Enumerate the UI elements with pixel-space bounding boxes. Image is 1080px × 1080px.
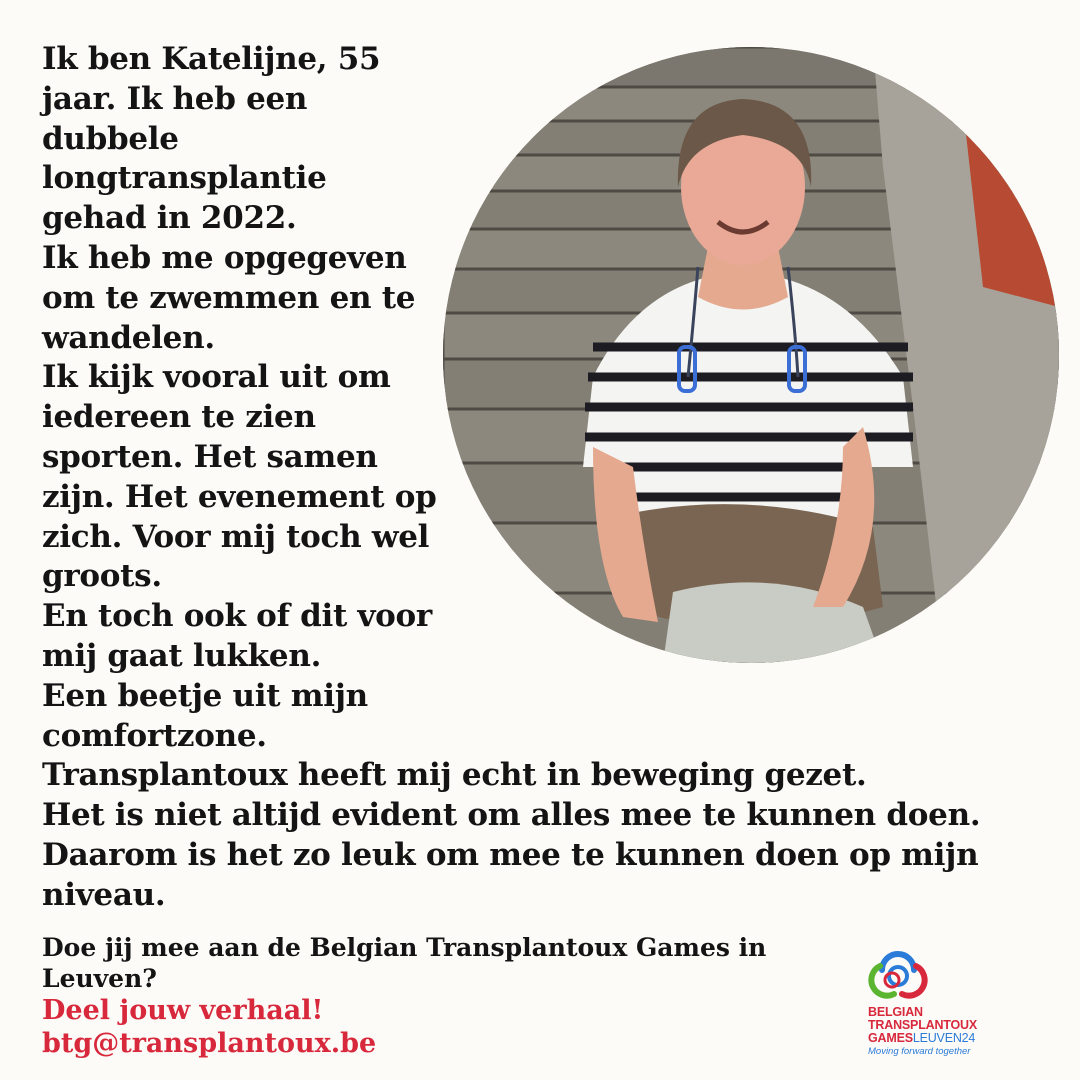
story-line: sporten. Het samen [42,438,378,475]
story-line: Een beetje uit mijn [42,677,368,714]
cta-email-link[interactable]: btg@transplantoux.be [42,1028,377,1059]
story-wide-block [42,756,1042,915]
call-to-action [42,932,842,1060]
story-line: iedereen te zien [42,399,316,436]
logo-city-word: LEUVEN24 [912,1031,976,1045]
logo-rings-icon [868,944,928,1004]
story-line: Ik kijk vooral uit om [42,359,391,396]
story-line: Het is niet altijd evident om alles mee te kunnen doen. [42,797,981,834]
cta-question-line: Doe jij mee aan de Belgian Transplantoux Games in [42,933,767,962]
story-line: Ik ben Katelijne, 55 [42,41,381,77]
story-line: Ik heb me opgegeven [42,239,407,276]
story-line: jaar. Ik heb een [42,80,308,117]
logo-line-transplantoux: TRANSPLANTOUX [868,1018,977,1032]
story-line: zijn. Het evenement op [42,478,437,515]
story-line: wandelen. [42,319,215,356]
story-line: om te zwemmen en te [42,279,416,316]
story-line: En toch ook of dit voor [42,598,432,635]
logo-tagline: Moving forward together [868,1046,971,1057]
story-line: comfortzone. [42,717,267,754]
cta-share-text: Deel jouw verhaal! [42,995,324,1026]
story-line: longtransplantie [42,160,327,197]
cta-question [42,932,842,994]
logo-line-games [868,1032,975,1045]
btg-logo [862,944,990,1064]
story-line: niveau. [42,876,166,913]
logo-line-belgian: BELGIAN [868,1005,923,1019]
cta-question-line: Leuven? [42,964,157,993]
story-line: Transplantoux heeft mij echt in beweging gezet. [42,757,867,794]
portrait-illustration [443,47,1059,663]
story-line: zich. Voor mij toch wel [42,518,430,555]
story-line: dubbele [42,120,179,157]
story-line: gehad in 2022. [42,200,297,237]
story-line: Daarom is het zo leuk om mee te kunnen doen op mijn [42,836,979,873]
story-line: mij gaat lukken. [42,637,322,674]
story-line: groots. [42,558,162,595]
logo-games-word: GAMES [868,1031,913,1045]
portrait-photo [443,47,1059,663]
story-narrow-block [42,40,447,756]
